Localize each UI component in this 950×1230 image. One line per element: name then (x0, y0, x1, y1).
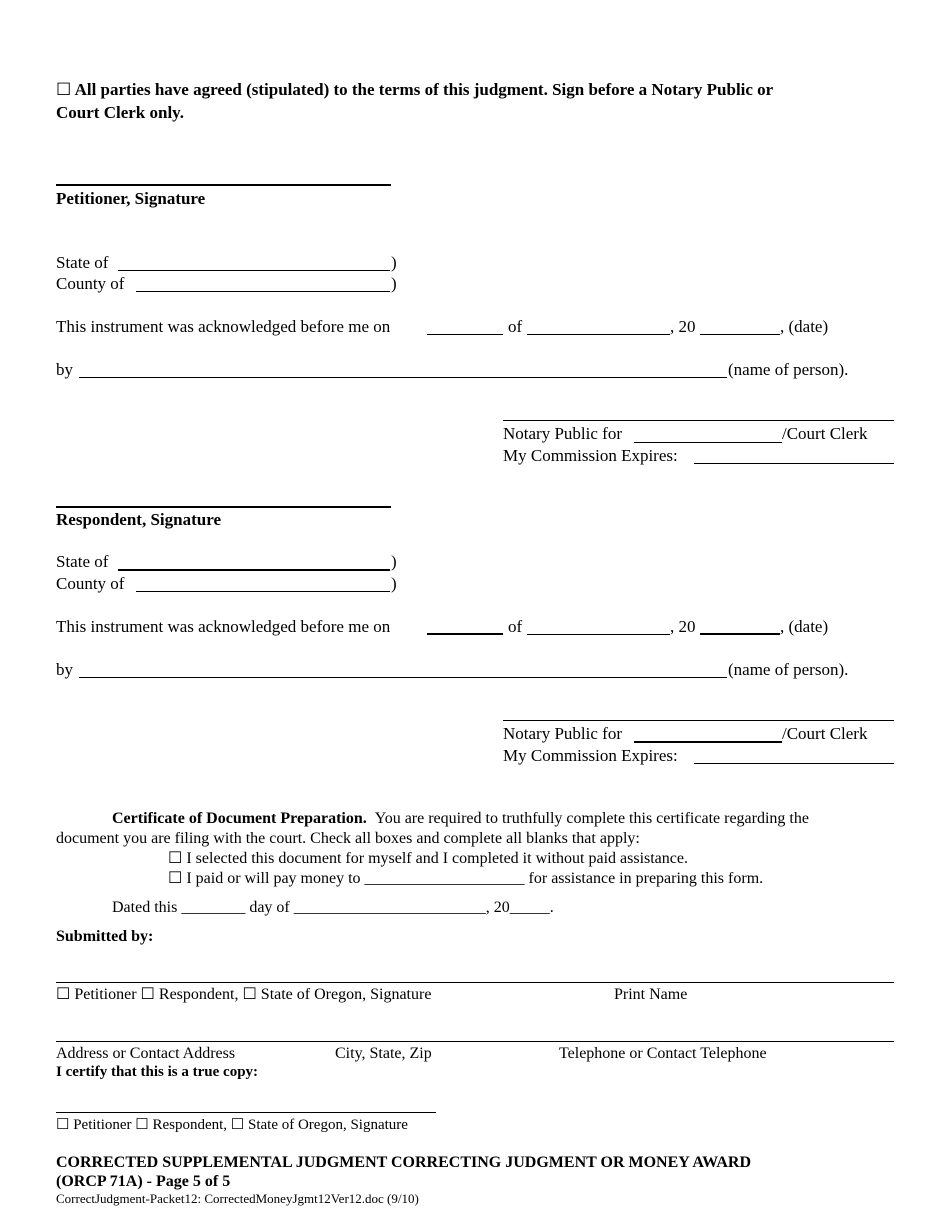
petitioner-state-row (56, 253, 108, 273)
petitioner-by-name-field[interactable] (79, 377, 727, 378)
respondent-signature-label: Respondent, Signature (56, 510, 221, 529)
by-label: by (56, 660, 73, 679)
name-label: (name of person). (728, 360, 849, 379)
certificate-option-1 (168, 849, 688, 868)
dated-line[interactable]: Dated this ________ day of ________________________, 20_____. (112, 899, 554, 916)
court-clerk-label: /Court Clerk (782, 424, 868, 443)
respondent-county-field[interactable] (136, 591, 390, 592)
notary-label: Notary Public for (503, 724, 622, 743)
respondent-ack-text: This instrument was acknowledged before me on (56, 617, 391, 636)
state-label: State of (56, 253, 109, 272)
certificate-option-2 (168, 869, 763, 888)
respondent-state-field[interactable] (118, 569, 390, 571)
stipulation-line-1 (56, 80, 773, 100)
paren: ) (391, 274, 397, 293)
county-label: County of (56, 574, 125, 593)
court-clerk-label: /Court Clerk (782, 724, 868, 743)
petitioner-ack-month-field[interactable] (527, 334, 670, 335)
paren: ) (391, 253, 397, 272)
submitter-signature-line[interactable] (56, 982, 894, 983)
respondent-ack-year-field[interactable] (700, 633, 780, 635)
option-2-suffix: for assistance in preparing this form. (528, 870, 764, 887)
respondent-signature-line[interactable] (56, 506, 391, 508)
city-state-zip-label: City, State, Zip (335, 1045, 432, 1062)
petitioner-ack-day-field[interactable] (427, 334, 503, 335)
print-name-label: Print Name (614, 986, 688, 1003)
submitted-by-label: Submitted by: (56, 928, 154, 945)
state-label: State of (56, 552, 109, 571)
petitioner-ack-text: This instrument was acknowledged before me on (56, 317, 391, 336)
option-2-payee-field[interactable]: ____________________ (364, 870, 525, 887)
respondent-ack-month-field[interactable] (527, 634, 670, 635)
date-label: , (date) (780, 317, 829, 336)
commission-label: My Commission Expires: (503, 446, 678, 465)
by-label: by (56, 360, 73, 379)
respondent-ack-day-field[interactable] (427, 633, 503, 635)
certify-true-copy-label: I certify that this is a true copy: (56, 1064, 259, 1080)
respondent-notary-signature-line[interactable] (503, 720, 894, 721)
address-line[interactable] (56, 1041, 894, 1042)
paren: ) (391, 552, 397, 571)
footer-title-2: (ORCP 71A) - Page 5 of 5 (56, 1173, 231, 1190)
county-label: County of (56, 274, 125, 293)
certificate-text-2: document you are filing with the court. Check all boxes and complete all blanks that apply: (56, 830, 640, 847)
year-prefix: , 20 (670, 617, 696, 636)
stipulation-text-1: All parties have agreed (stipulated) to the terms of this judgment. Sign before a Notary Public or (74, 80, 774, 99)
option-2-prefix: I paid or will pay money to (186, 870, 361, 887)
petitioner-notary-signature-line[interactable] (503, 420, 894, 421)
address-label: Address or Contact Address (56, 1045, 236, 1062)
name-label: (name of person). (728, 660, 849, 679)
submitter-signature-caption[interactable]: ☐ Petitioner ☐ Respondent, ☐ State of Oregon, Signature (56, 986, 432, 1003)
option-2-checkbox[interactable]: ☐ (168, 870, 183, 887)
copy-signature-caption[interactable]: ☐ Petitioner ☐ Respondent, ☐ State of Oregon, Signature (56, 1117, 408, 1133)
petitioner-county-field[interactable] (136, 291, 390, 292)
telephone-label: Telephone or Contact Telephone (559, 1045, 767, 1062)
petitioner-commission-field[interactable] (694, 463, 894, 464)
copy-signature-line[interactable] (56, 1112, 436, 1113)
footer-title-1: CORRECTED SUPPLEMENTAL JUDGMENT CORRECTING JUDGMENT OR MONEY AWARD (56, 1154, 752, 1171)
petitioner-signature-label: Petitioner, Signature (56, 189, 206, 208)
paren: ) (391, 574, 397, 593)
of-label: of (508, 317, 523, 336)
petitioner-state-field[interactable] (118, 270, 390, 271)
petitioner-signature-line[interactable] (56, 184, 391, 186)
petitioner-ack-year-field[interactable] (700, 334, 780, 335)
respondent-by-name-field[interactable] (79, 677, 727, 678)
certificate-text-1: You are required to truthfully complete this certificate regarding the (374, 810, 809, 827)
option-1-text: I selected this document for myself and I completed it without paid assistance. (186, 850, 688, 867)
date-label: , (date) (780, 617, 829, 636)
footer-file-ref: CorrectJudgment-Packet12: CorrectedMoneyJgmt12Ver12.doc (9/10) (56, 1191, 419, 1206)
stipulation-checkbox[interactable]: ☐ (56, 80, 72, 99)
notary-label: Notary Public for (503, 424, 622, 443)
year-prefix: , 20 (670, 317, 696, 336)
of-label: of (508, 617, 523, 636)
certificate-heading: Certificate of Document Preparation. (112, 810, 367, 827)
petitioner-notary-field[interactable] (634, 442, 782, 443)
commission-label: My Commission Expires: (503, 746, 678, 765)
stipulation-text-2: Court Clerk only. (56, 103, 184, 122)
respondent-commission-field[interactable] (694, 763, 894, 764)
certificate-line-1 (112, 809, 809, 828)
option-1-checkbox[interactable]: ☐ (168, 850, 183, 867)
respondent-notary-field[interactable] (634, 741, 782, 743)
